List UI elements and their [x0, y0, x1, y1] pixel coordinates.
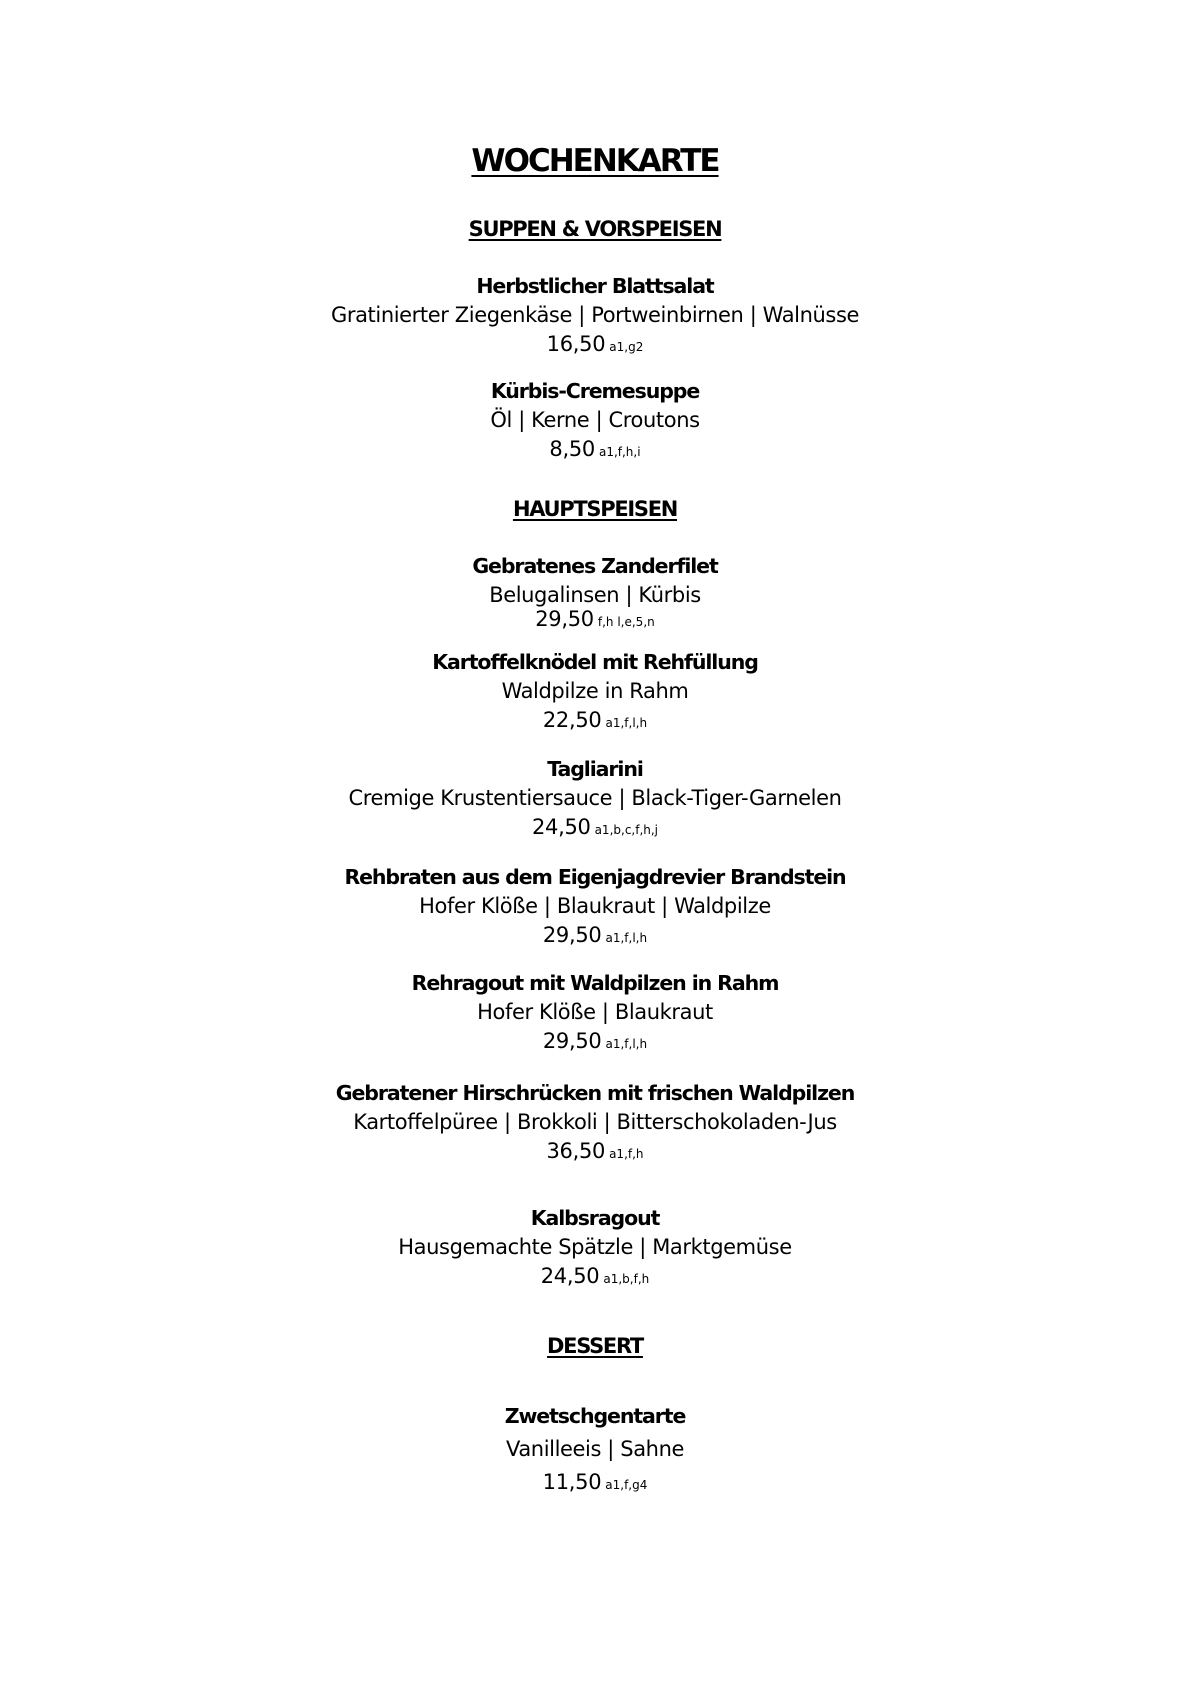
dish-allergens: a1,f,h,i	[598, 445, 641, 459]
dish-price-line	[0, 1137, 1190, 1169]
dish-price-line	[0, 813, 1190, 845]
dish-price: 36,50	[546, 1139, 606, 1163]
dish-description: Belugalinsen | Kürbis	[489, 583, 701, 607]
dish-description: Gratinierter Ziegenkäse | Portweinbirnen | Walnüsse	[330, 303, 860, 327]
dish-allergens: a1,b,c,f,h,j	[594, 823, 659, 837]
menu-item	[0, 969, 1190, 1059]
dish-price: 8,50	[549, 437, 595, 461]
dish-description: Hofer Klöße | Blaukraut | Waldpilze	[419, 894, 771, 918]
dish-name: Gebratener Hirschrücken mit frischen Waldpilzen	[335, 1081, 855, 1105]
dish-price-line	[0, 435, 1190, 467]
dish-description: Waldpilze in Rahm	[501, 679, 689, 703]
dish-name: Rehbraten aus dem Eigenjagdrevier Brandstein	[344, 865, 846, 889]
dish-price: 24,50	[531, 815, 591, 839]
menu-item	[0, 863, 1190, 953]
dish-price-line	[0, 1262, 1190, 1294]
dish-allergens: a1,f,h	[609, 1147, 644, 1161]
dish-price: 29,50	[542, 1029, 602, 1053]
dish-allergens: a1,f,l,h	[605, 716, 648, 730]
section-heading-mains: HAUPTSPEISEN	[512, 497, 678, 521]
section-heading-dessert: DESSERT	[547, 1334, 643, 1358]
dish-allergens: a1,f,l,h	[605, 1037, 648, 1051]
dish-allergens: a1,b,f,h	[603, 1272, 650, 1286]
dish-name: Kartoffelknödel mit Rehfüllung	[432, 650, 758, 674]
dish-price: 11,50	[542, 1470, 602, 1494]
menu-item	[0, 755, 1190, 845]
dish-description: Öl | Kerne | Croutons	[490, 408, 700, 432]
dish-price-line	[0, 605, 1190, 637]
dish-price: 24,50	[540, 1264, 600, 1288]
dish-name: Zwetschgentarte	[504, 1404, 686, 1428]
dish-allergens: a1,f,g4	[605, 1478, 648, 1492]
dish-description: Hausgemachte Spätzle | Marktgemüse	[398, 1235, 792, 1259]
menu-item	[0, 1079, 1190, 1169]
dish-name: Kürbis-Cremesuppe	[490, 379, 700, 403]
dish-name: Rehragout mit Waldpilzen in Rahm	[411, 971, 779, 995]
dish-price-line	[0, 330, 1190, 362]
dish-price-line	[0, 921, 1190, 953]
dish-price-line	[0, 706, 1190, 738]
menu-item	[0, 272, 1190, 362]
menu-item	[0, 552, 1190, 637]
menu-item	[0, 648, 1190, 738]
dish-price: 16,50	[546, 332, 606, 356]
dish-price: 29,50	[542, 923, 602, 947]
dish-name: Kalbsragout	[530, 1206, 660, 1230]
dish-allergens: a1,f,l,h	[605, 931, 648, 945]
menu-title: WOCHENKARTE	[471, 143, 719, 179]
dish-description: Cremige Krustentiersauce | Black-Tiger-Garnelen	[348, 786, 842, 810]
dish-name: Tagliarini	[547, 757, 643, 781]
dish-allergens: f,h l,e,5,n	[597, 615, 655, 629]
menu-item	[0, 1402, 1190, 1500]
dish-price-line	[0, 1027, 1190, 1059]
dish-description: Hofer Klöße | Blaukraut	[477, 1000, 713, 1024]
dish-price-line	[0, 1468, 1190, 1500]
dish-description: Vanilleeis | Sahne	[506, 1437, 684, 1461]
dish-description: Kartoffelpüree | Brokkoli | Bitterschokoladen-Jus	[353, 1110, 837, 1134]
menu-item	[0, 1204, 1190, 1294]
dish-name: Gebratenes Zanderfilet	[472, 554, 718, 578]
dish-name: Herbstlicher Blattsalat	[476, 274, 714, 298]
dish-price: 22,50	[542, 708, 602, 732]
section-heading-starters: SUPPEN & VORSPEISEN	[468, 217, 722, 241]
menu-item	[0, 377, 1190, 467]
dish-allergens: a1,g2	[609, 340, 644, 354]
dish-price: 29,50	[535, 607, 594, 631]
